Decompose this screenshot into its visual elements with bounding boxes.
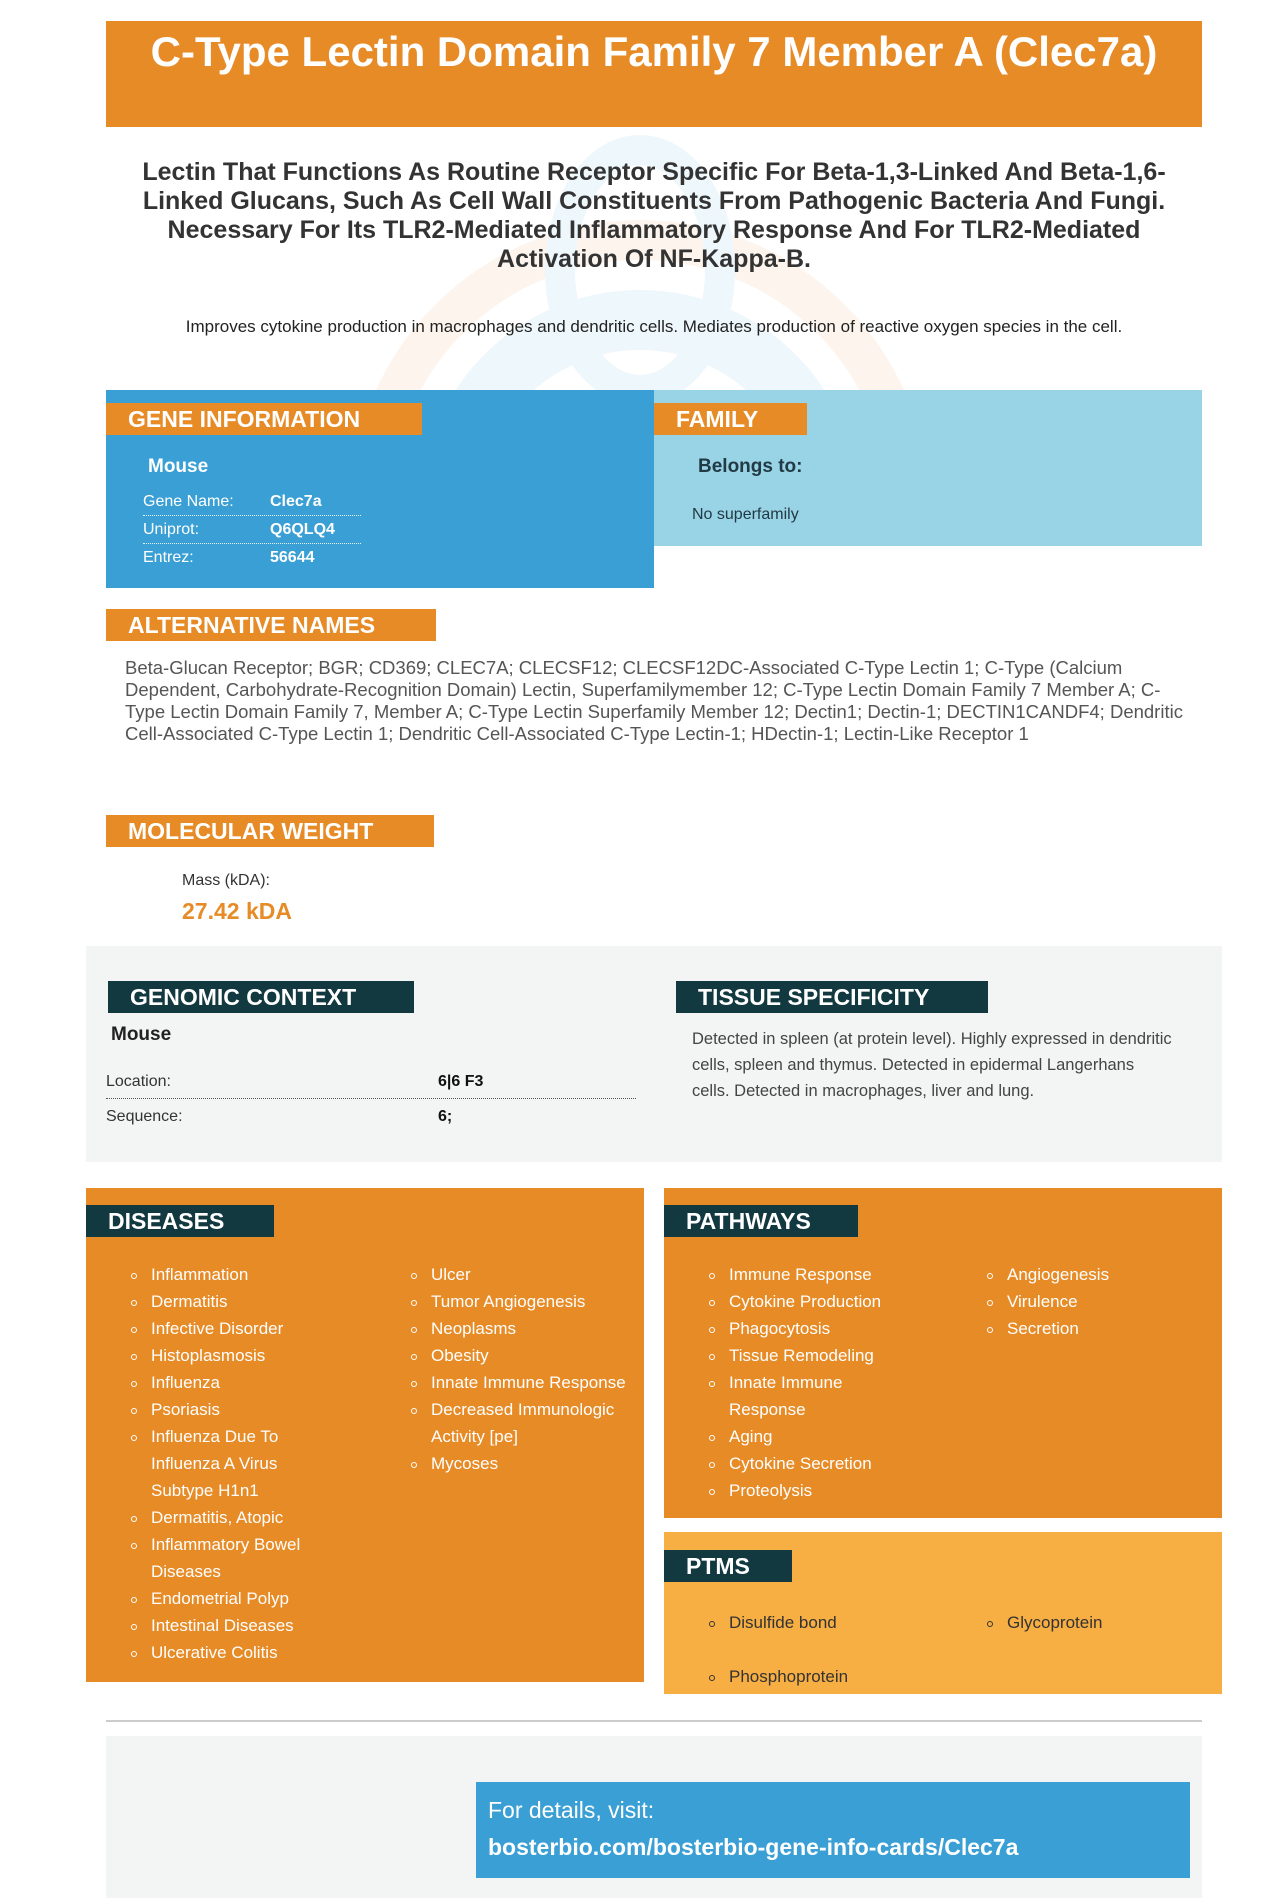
list-item: Proteolysis — [709, 1477, 909, 1504]
list-item: Infective Disorder — [131, 1315, 331, 1342]
gene-name-row — [143, 488, 361, 516]
list-item: Cytokine Production — [709, 1288, 909, 1315]
ptms-list-col2 — [987, 1596, 1187, 1650]
pathways-list-col2 — [987, 1261, 1187, 1342]
list-item: Phosphoprotein — [709, 1650, 929, 1704]
list-item: Influenza — [131, 1369, 331, 1396]
list-item: Glycoprotein — [987, 1596, 1187, 1650]
protein-function-summary: Lectin That Functions As Routine Receptor Specific For Beta-1,3-Linked And Beta-1,6-Linked Glucans, Such As Cell Wall Constituents From Pathogenic Bacteria And Fungi. Necessary For Its TLR2-Mediated Inflammatory Response And For TLR2-Mediated Activation Of NF-Kappa-B. — [142, 158, 1166, 273]
list-item: Cytokine Secretion — [709, 1450, 909, 1477]
list-item: Endometrial Polyp — [131, 1585, 331, 1612]
list-item: Obesity — [411, 1342, 633, 1369]
diseases-list-col1 — [131, 1261, 331, 1666]
list-item: Psoriasis — [131, 1396, 331, 1423]
uniprot-link[interactable]: Q6QLQ4 — [270, 521, 335, 538]
list-item: Decreased Immunologic Activity [pe] — [411, 1396, 633, 1450]
location-label: Location: — [106, 1073, 171, 1090]
gene-species: Mouse — [148, 456, 209, 477]
page-title: C-Type Lectin Domain Family 7 Member A (Clec7a) — [106, 21, 1202, 127]
mass-label: Mass (kDA): — [182, 872, 270, 889]
list-item: Innate Immune Response — [411, 1369, 633, 1396]
uniprot-row[interactable] — [143, 516, 361, 544]
list-item: Dermatitis — [131, 1288, 331, 1315]
details-link[interactable]: bosterbio.com/bosterbio-gene-info-cards/Clec7a — [488, 1834, 1019, 1860]
list-item: Angiogenesis — [987, 1261, 1187, 1288]
list-item: Disulfide bond — [709, 1596, 929, 1650]
diseases-list-col2 — [411, 1261, 633, 1477]
list-item: Dermatitis, Atopic — [131, 1504, 331, 1531]
list-item: Intestinal Diseases — [131, 1612, 331, 1639]
list-item: Influenza Due To Influenza A Virus Subtype H1n1 — [131, 1423, 331, 1504]
genomic-context-heading: GENOMIC CONTEXT — [108, 981, 414, 1013]
alternative-names-heading: ALTERNATIVE NAMES — [106, 609, 436, 641]
genomic-species: Mouse — [111, 1024, 172, 1045]
entrez-label: Entrez: — [143, 549, 194, 566]
list-item: Inflammatory Bowel Diseases — [131, 1531, 331, 1585]
family-belongs-label: Belongs to: — [698, 456, 803, 477]
alternative-names-text: Beta-Glucan Receptor; BGR; CD369; CLEC7A; CLECSF12; CLECSF12DC-Associated C-Type Lectin 1; C-Type (Calcium Dependent, Carbohydrate-Recognition Domain) Lectin, Superfamilymember 12; C-Type Lectin Domain Family 7 Member A; C-Type Lectin Domain Family 7, Member A; C-Type Lectin Superfamily Member 12; Dectin1; Dectin-1; DECTIN1CANDF4; Dendritic Cell-Associated C-Type Lectin 1; Dendritic Cell-Associated C-Type Lectin-1; HDectin-1; Lectin-Like Receptor 1 — [125, 657, 1183, 744]
location-row — [106, 1065, 636, 1099]
tissue-specificity-heading: TISSUE SPECIFICITY — [676, 981, 988, 1013]
list-item: Innate Immune Response — [709, 1369, 909, 1423]
location-value: 6|6 F3 — [438, 1073, 484, 1090]
gene-name-label: Gene Name: — [143, 493, 234, 510]
molecular-weight-heading: MOLECULAR WEIGHT — [106, 815, 434, 847]
list-item: Phagocytosis — [709, 1315, 909, 1342]
details-box[interactable] — [476, 1782, 1190, 1878]
list-item: Neoplasms — [411, 1315, 633, 1342]
ptms-list-col1 — [709, 1596, 929, 1704]
tissue-specificity-text: Detected in spleen (at protein level). Highly expressed in dendritic cells, spleen and thymus. Detected in epidermal Langerhans cells. Detected in macrophages, liver and lung. — [692, 1030, 1172, 1100]
list-item: Immune Response — [709, 1261, 909, 1288]
family-value: No superfamily — [692, 506, 799, 523]
gene-name-value: Clec7a — [270, 493, 322, 510]
protein-description: Improves cytokine production in macrophages and dendritic cells. Mediates production of reactive oxygen species in the cell. — [185, 317, 1123, 336]
gene-information-heading: GENE INFORMATION — [106, 403, 422, 435]
list-item: Inflammation — [131, 1261, 331, 1288]
list-item: Ulcer — [411, 1261, 633, 1288]
sequence-value: 6; — [438, 1108, 453, 1125]
divider — [106, 1720, 1202, 1722]
ptms-heading: PTMS — [664, 1550, 792, 1582]
family-heading: FAMILY — [654, 403, 807, 435]
list-item: Secretion — [987, 1315, 1187, 1342]
entrez-row — [143, 544, 361, 572]
mass-value: 27.42 kDA — [182, 898, 292, 924]
pathways-heading: PATHWAYS — [664, 1205, 858, 1237]
list-item: Aging — [709, 1423, 909, 1450]
sequence-row — [106, 1100, 636, 1134]
pathways-list-col1 — [709, 1261, 909, 1504]
list-item: Tissue Remodeling — [709, 1342, 909, 1369]
uniprot-label: Uniprot: — [143, 521, 200, 538]
list-item: Mycoses — [411, 1450, 633, 1477]
list-item: Ulcerative Colitis — [131, 1639, 331, 1666]
list-item: Virulence — [987, 1288, 1187, 1315]
sequence-label: Sequence: — [106, 1108, 183, 1125]
details-label: For details, visit: — [488, 1797, 655, 1823]
entrez-value: 56644 — [270, 549, 315, 566]
diseases-heading: DISEASES — [86, 1205, 274, 1237]
list-item: Histoplasmosis — [131, 1342, 331, 1369]
list-item: Tumor Angiogenesis — [411, 1288, 633, 1315]
